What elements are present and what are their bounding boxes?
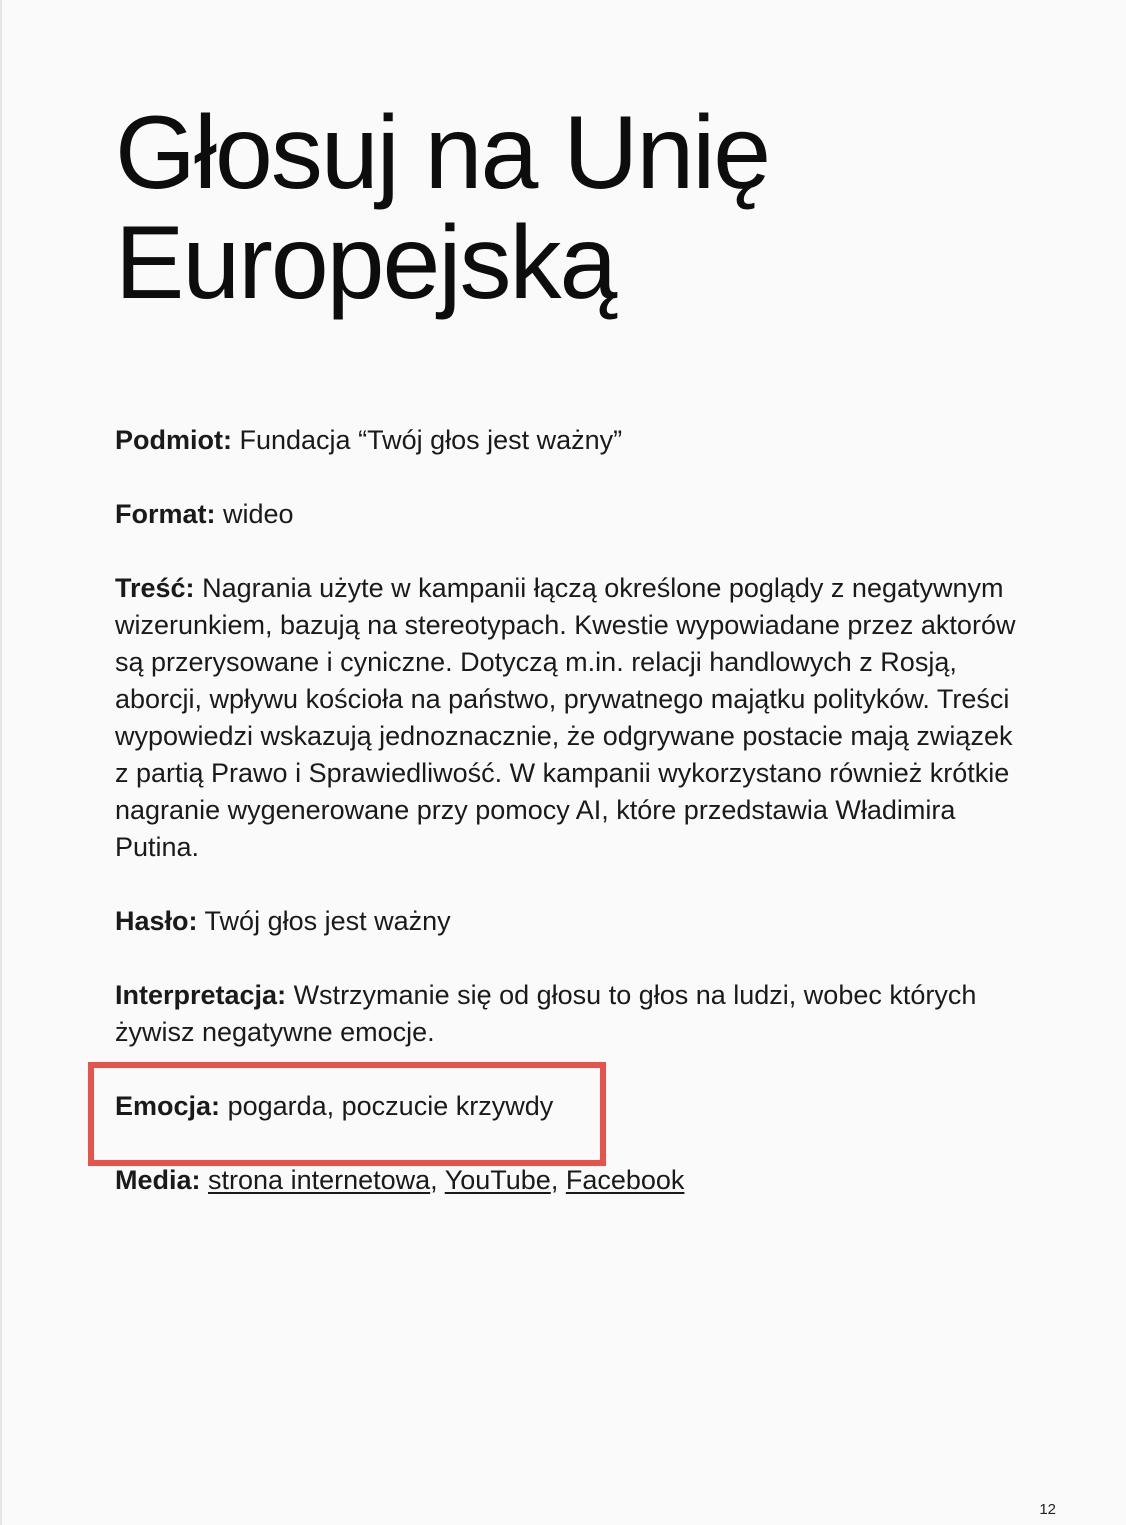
field-value: pogarda, poczucie krzywdy [227, 1091, 554, 1121]
field-label: Hasło: [115, 906, 198, 936]
field-label: Interpretacja: [115, 980, 287, 1010]
media-link-youtube[interactable]: YouTube [444, 1165, 551, 1195]
field-value: Fundacja “Twój głos jest ważny” [239, 425, 623, 455]
field-format [115, 496, 1025, 533]
field-haslo [115, 903, 1025, 940]
media-link-website[interactable]: strona internetowa [208, 1165, 431, 1195]
field-label: Format: [115, 499, 216, 529]
field-podmiot [115, 422, 1025, 459]
separator: , [550, 1165, 559, 1195]
field-label: Treść: [115, 573, 195, 603]
title-line-2: Europejską [115, 205, 616, 321]
field-value: Wstrzymanie się od głosu to głos na ludzi, wobec których żywisz negatywne emocje. [115, 980, 977, 1047]
media-link-facebook[interactable]: Facebook [565, 1165, 685, 1195]
field-interpretacja [115, 977, 1025, 1051]
field-value: wideo [223, 499, 294, 529]
title-line-1: Głosuj na Unię [115, 95, 770, 211]
field-tresc [115, 570, 1025, 866]
field-value: Nagrania użyte w kampanii łączą określone poglądy z negatywnym wizerunkiem, bazują na stereotypach. Kwestie wypowiadane przez aktorów są przerysowane i cyniczne. Dotyczą m.in. relacji handlowych z Rosją, aborcji, wpływu kościoła na państwo, prywatnego majątku polityków. Treści wypowiedzi wskazują jednoznacznie, że odgrywane postacie mają związek z partią Prawo i Sprawiedliwość. W kampanii wykorzystano również krótkie nagranie wygenerowane przy pomocy AI, które przedstawia Władimira Putina. [115, 573, 1016, 862]
field-label: Podmiot: [115, 425, 232, 455]
field-label: Media: [115, 1165, 201, 1195]
separator: , [430, 1165, 438, 1195]
field-media [115, 1162, 1025, 1199]
page-title [115, 95, 1015, 321]
page-number: 12 [1039, 1501, 1056, 1518]
field-label: Emocja: [115, 1091, 221, 1121]
field-value: Twój głos jest ważny [204, 906, 451, 936]
emotion-highlight-box [88, 1062, 606, 1166]
